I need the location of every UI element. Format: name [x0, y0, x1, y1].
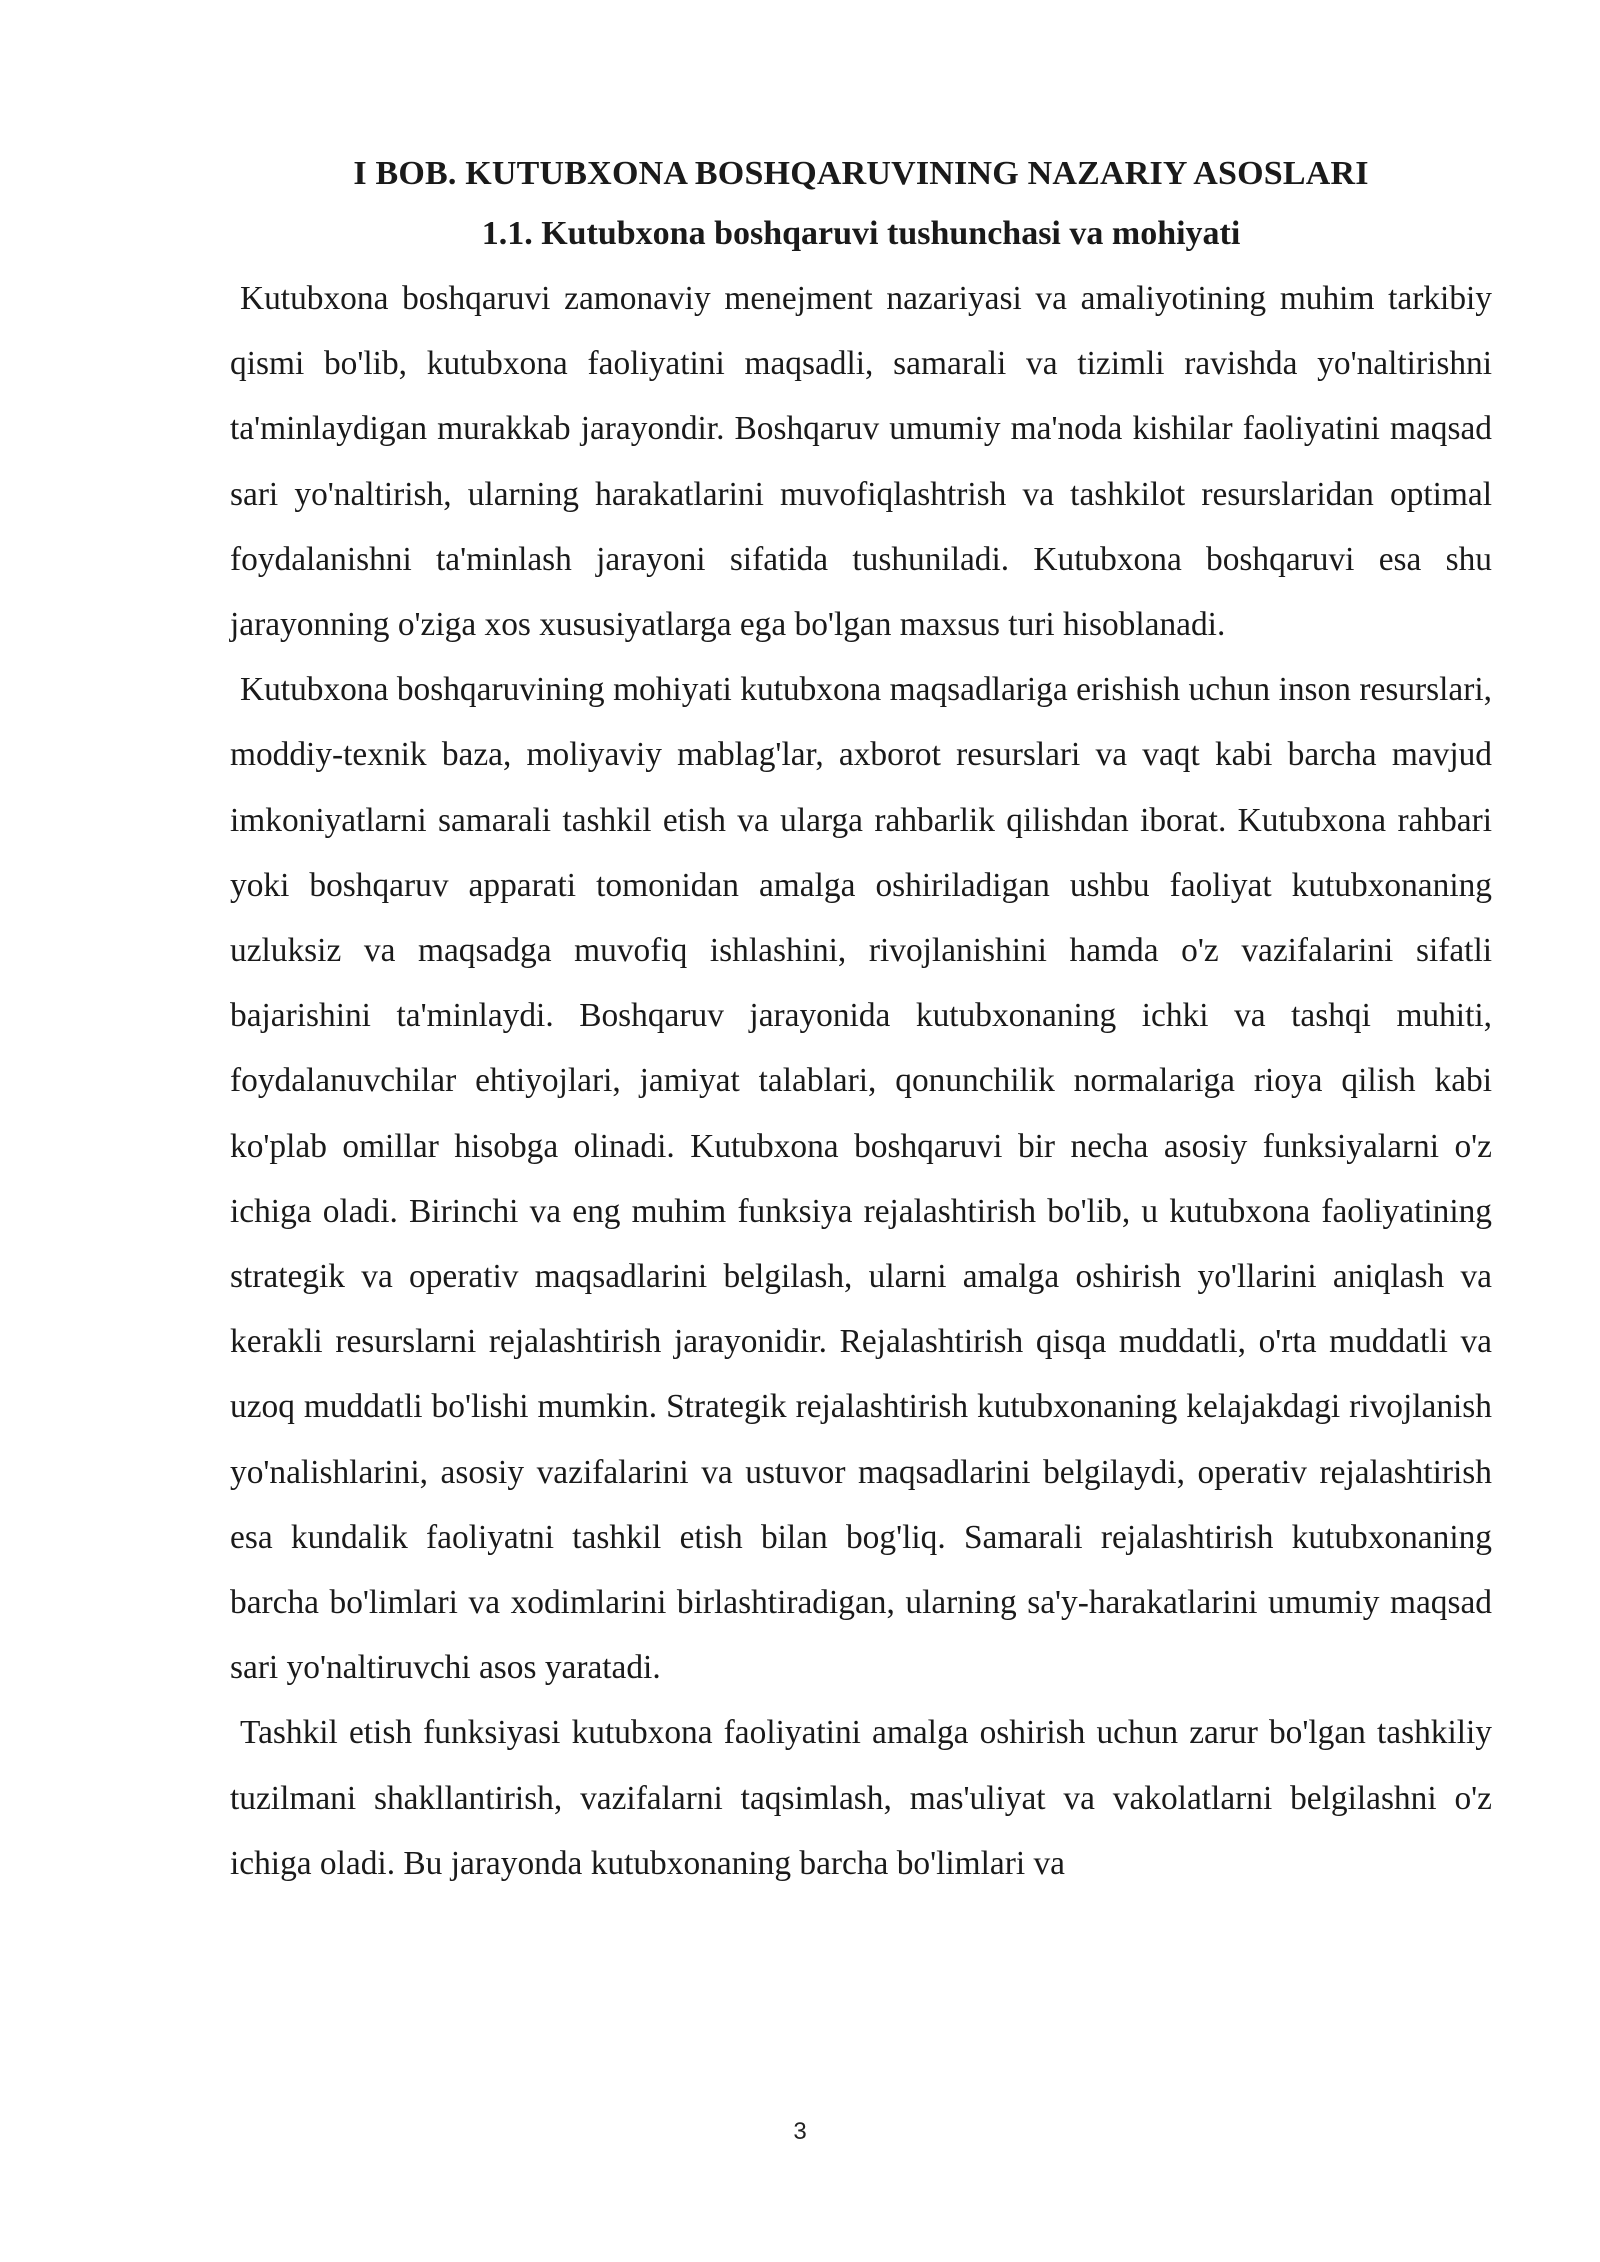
paragraph-1: Kutubxona boshqaruvi zamonaviy menejment nazariyasi va amaliyotining muhim tarkibiy qismi bo'lib, kutubxona faoliyatini maqsadli, samarali va tizimli ravishda yo'naltirishni ta'minlaydigan murakkab jarayondir. Boshqaruv umumiy ma'noda kishilar faoliyatini maqsad sari yo'naltirish, ularning harakatlarini muvofiqlashtrish va tashkilot resurslaridan optimal foydalanishni ta'minlash jarayoni sifatida tushuniladi. Kutubxona boshqaruvi esa shu jarayonning o'ziga xos xususiyatlarga ega bo'lgan maxsus turi hisoblanadi. — [230, 280, 1492, 644]
page-number: 3 — [793, 2118, 807, 2145]
chapter-title: I BOB. KUTUBXONA BOSHQARUVINING NAZARIY ASOSLARI — [353, 155, 1369, 192]
paragraph-2: Kutubxona boshqaruvining mohiyati kutubxona maqsadlariga erishish uchun inson resurslari, moddiy-texnik baza, moliyaviy mablag'lar, axborot resurslari va vaqt kabi barcha mavjud imkoniyatlarni samarali tashkil etish va ularga rahbarlik qilishdan iborat. Kutubxona rahbari yoki boshqaruv apparati tomonidan amalga oshiriladigan ushbu faoliyat kutubxonaning uzluksiz va maqsadga muvofiq ishlashini, rivojlanishini hamda o'z vazifalarini sifatli bajarishini ta'minlaydi. Boshqaruv jarayonida kutubxonaning ichki va tashqi muhiti, foydalanuvchilar ehtiyojlari, jamiyat talablari, qonunchilik normalariga rioya qilish kabi ko'plab omillar hisobga olinadi. Kutubxona boshqaruvi bir necha asosiy funksiyalarni o'z ichiga oladi. Birinchi va eng muhim funksiya rejalashtirish bo'lib, u kutubxona faoliyatining strategik va operativ maqsadlarini belgilash, ularni amalga oshirish yo'llarini aniqlash va kerakli resurslarni rejalashtirish jarayonidir. Rejalashtirish qisqa muddatli, o'rta muddatli va uzoq muddatli bo'lishi mumkin. Strategik rejalashtirish kutubxonaning kelajakdagi rivojlanish yo'nalishlarini, asosiy vazifalarini va ustuvor maqsadlarini belgilaydi, operativ rejalashtirish esa kundalik faoliyatni tashkil etish bilan bog'liq. Samarali rejalashtirish kutubxonaning barcha bo'limlari va xodimlarini birlashtiradigan, ularning sa'y-harakatlarini umumiy maqsad sari yo'naltiruvchi asos yaratadi. — [230, 671, 1492, 1687]
paragraph-3: Tashkil etish funksiyasi kutubxona faoliyatini amalga oshirish uchun zarur bo'lgan tashkiliy tuzilmani shakllantirish, vazifalarni taqsimlash, mas'uliyat va vakolatlarni belgilashni o'z ichiga oladi. Bu jarayonda kutubxonaning barcha bo'limlari va — [230, 1714, 1492, 1882]
section-title: 1.1. Kutubxona boshqaruvi tushunchasi va mohiyati — [481, 215, 1241, 252]
page-content — [230, 148, 1492, 1896]
